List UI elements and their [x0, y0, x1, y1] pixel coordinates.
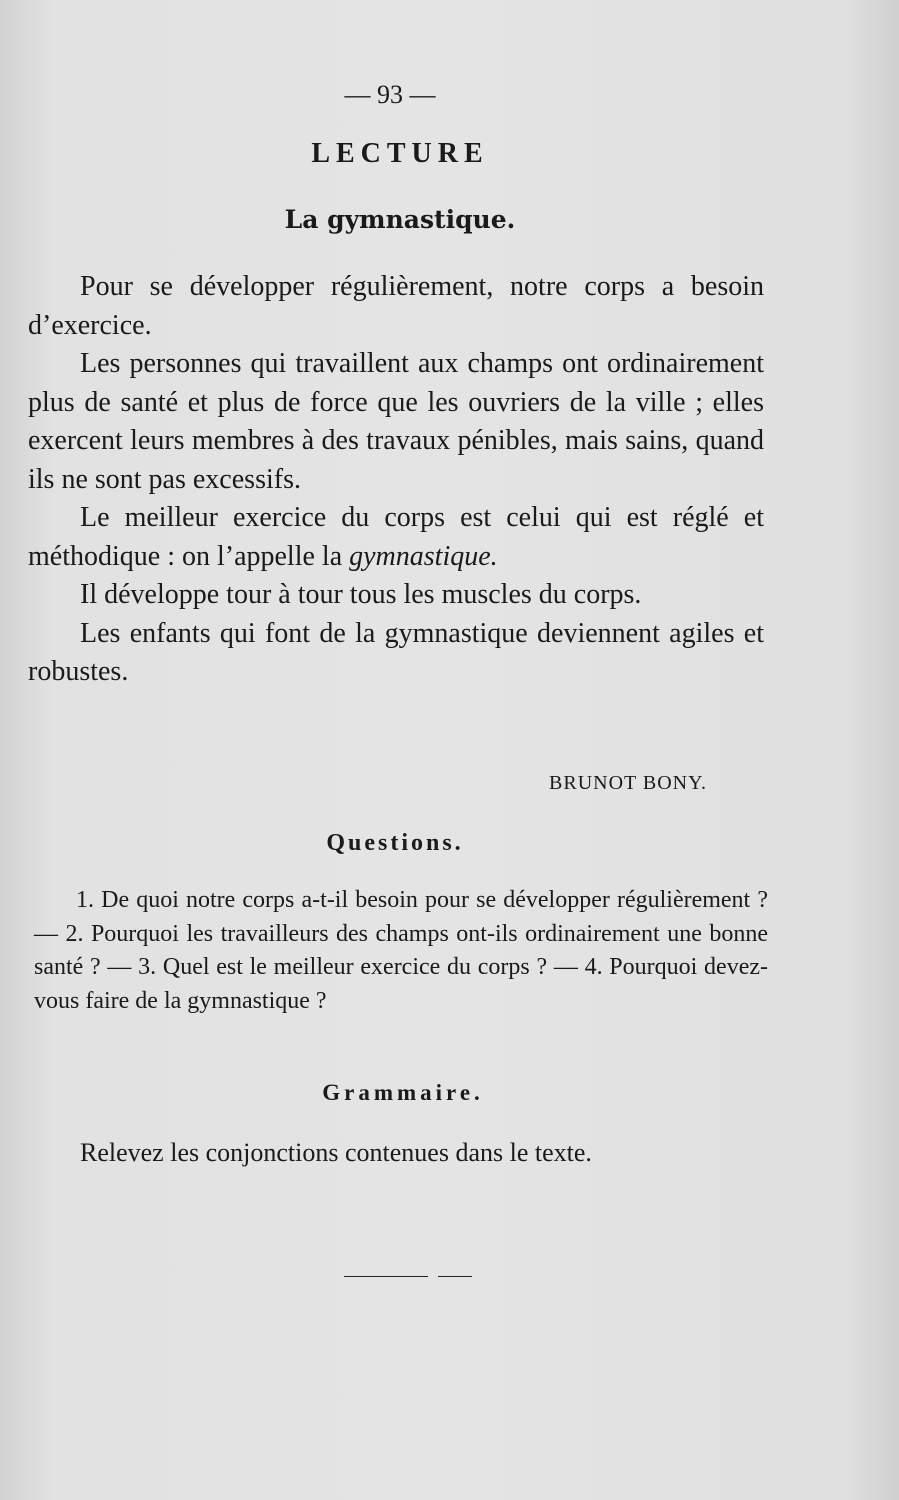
questions-paragraph: 1. De quoi notre corps a-t-il besoin pour se développer régulièrement ? — 2. Pourquoi les travailleurs des champs ont-ils ordinairement une bonne santé ? — 3. Quel est le meilleur exercice du corps ? — 4. Pourquoi devez-vous faire de la gymnastique ? [34, 887, 768, 1014]
author-signature: BRUNOT BONY. [549, 772, 707, 794]
paragraph-5: Les enfants qui font de la gymnastique deviennent agiles et robustes. [28, 617, 764, 687]
page-number: — 93 — [344, 80, 436, 109]
section-title: LECTURE [311, 138, 489, 169]
paragraph-4: Il développe tour à tour tous les muscles du corps. [80, 579, 642, 610]
questions-text [34, 884, 768, 1018]
paragraph-1: Pour se développer régulièrement, notre corps a besoin d’exercice. [28, 271, 764, 341]
italic-word: gymnastique. [349, 540, 498, 572]
lesson-title: La gymnastique. [284, 205, 516, 234]
end-rule [344, 1276, 428, 1277]
paragraph-2: Les personnes qui travaillent aux champs ont ordinairement plus de santé et plus de force que les ouvriers de la ville ; elles exercent leurs membres à des travaux pénibles, mais sains, quand ils ne sont pas excessifs. [28, 348, 764, 495]
paragraph-3-text: Le meilleur exercice du corps est celui qui est réglé et méthodique : on l’appelle la [28, 502, 764, 572]
paragraph-3 [28, 499, 764, 576]
questions-title: Questions. [326, 830, 464, 856]
reading-text [28, 268, 764, 692]
grammar-title: Grammaire. [322, 1080, 484, 1105]
end-rule-short [438, 1276, 472, 1277]
grammar-text: Relevez les conjonctions contenues dans le texte. [80, 1138, 592, 1167]
